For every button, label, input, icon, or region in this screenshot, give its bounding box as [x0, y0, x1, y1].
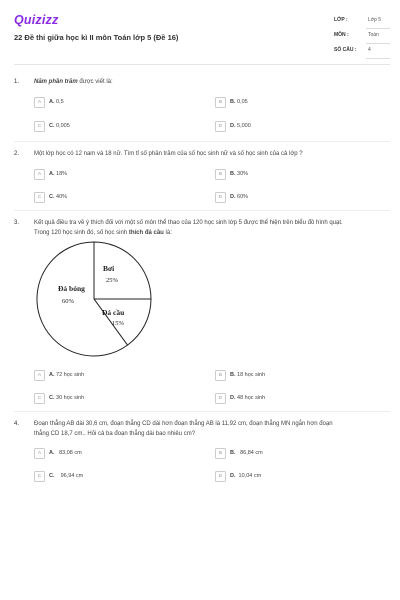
question-2-text: Một lớp học có 12 nam và 18 nữ. Tìm tỉ số phần trăm của số học sinh nữ và số học sinh của cả lớp ? — [34, 151, 303, 157]
meta-class-value: Lớp 5 — [368, 17, 382, 23]
option-box: C — [34, 192, 45, 203]
option-box: D — [215, 393, 226, 404]
pie-value-boi: 25% — [106, 277, 118, 284]
option-box: A — [34, 97, 45, 108]
question-2-number: 2. — [14, 151, 20, 157]
meta-class — [334, 15, 390, 29]
pie-label-da-cau: Đá cầu — [102, 308, 125, 317]
question-divider — [14, 141, 390, 142]
header-divider — [14, 64, 390, 65]
question-3-number: 3. — [14, 220, 20, 226]
option-box: D — [215, 471, 226, 482]
option-box: C — [34, 393, 45, 404]
meta-count-label: SỐ CÂU : — [334, 47, 357, 53]
question-divider — [14, 411, 390, 412]
option-box: A — [34, 448, 45, 459]
option-box: D — [215, 121, 226, 132]
option-box: C — [34, 121, 45, 132]
meta-subject-value: Toán — [368, 32, 379, 38]
question-3-text: Kết quả điều tra về ý thích đối với một số môn thể thao của 120 học sinh lớp 5 được thể hiện trên biểu đồ hình quạt. Trong 120 học sinh đó, số học sinh thích đá cầu là: — [34, 220, 343, 236]
meta-count — [334, 45, 390, 59]
option-box: C — [34, 471, 45, 482]
pie-value-da-bong: 60% — [62, 298, 74, 305]
option-box: B — [215, 97, 226, 108]
option-box: B — [215, 448, 226, 459]
option-box: A — [34, 169, 45, 180]
question-4-text: Đoạn thẳng AB dài 30,6 cm, đoạn thẳng CD dài hơn đoạn thẳng AB là 11,92 cm, đoạn thẳng MN ngắn hơn đoạn thẳng CD 18,7 cm.. Hỏi cả ba đoạn thẳng dài bao nhiêu cm? — [34, 421, 333, 437]
meta-count-value: 4 — [368, 47, 371, 53]
pie-value-da-cau: 15% — [112, 320, 124, 327]
question-divider — [14, 210, 390, 211]
meta-class-label: LỚP : — [334, 17, 348, 23]
pie-label-boi: Bơi — [103, 264, 115, 273]
pie-label-da-bong: Đá bóng — [58, 284, 85, 293]
question-1-text: Năm phần trăm được viết là: — [34, 79, 113, 85]
document-title: 22 Đề thi giữa học kì II môn Toán lớp 5 (Đề 16) — [14, 33, 179, 42]
option-box: D — [215, 192, 226, 203]
option-box: B — [215, 169, 226, 180]
meta-subject — [334, 30, 390, 44]
question-1-number: 1. — [14, 79, 20, 85]
meta-subject-label: MÔN : — [334, 32, 349, 38]
option-box: A — [34, 370, 45, 381]
option-box: B — [215, 370, 226, 381]
worksheet-page: Quizizz 22 Đề thi giữa học kì II môn Toán lớp 5 (Đề 16) LỚP : Lớp 5 MÔN : Toán SỐ CÂU : 4 1. Năm phần trăm được viết là: A A. 0,5 B B. 0,05 C C. 0,005 D D. 5,000 2. Một lớp học có 12 nam và 18 nữ. Tìm tỉ số phần trăm của số học sinh nữ và số học sinh của cả lớp ? A A. 18% B B. 30% C C. 40% D D. 60% 3. Kết quả điều tra về ý thích đối với một số môn thể thao của 120 học sinh lớp 5 được thể hiện trên biểu đồ hình quạt. Trong 120 học sinh đó, số học sinh thích đá cầu là: Đá bóng 60% Bơi 25% Đá cầu 15% A A. 72 học sinh B B. 18 học sinh C C. 30 học sinh D D. 48 học sinh 4. Đoạn thẳng AB dài 30,6 cm, đoạn thẳng CD dài hơn đoạn thẳng AB là 11,92 cm, đoạn thẳng MN ngắn hơn đoạn thẳng CD 18,7 cm.. Hỏi cả ba đoạn thẳng dài bao nhiêu cm? A A. 83,08 cm B B. 86,84 cm C C. 96,94 cm D D. 10,04 cm — [0, 0, 400, 600]
question-4-number: 4. — [14, 421, 20, 427]
quizizz-logo: Quizizz — [14, 13, 59, 27]
pie-chart — [34, 239, 164, 359]
